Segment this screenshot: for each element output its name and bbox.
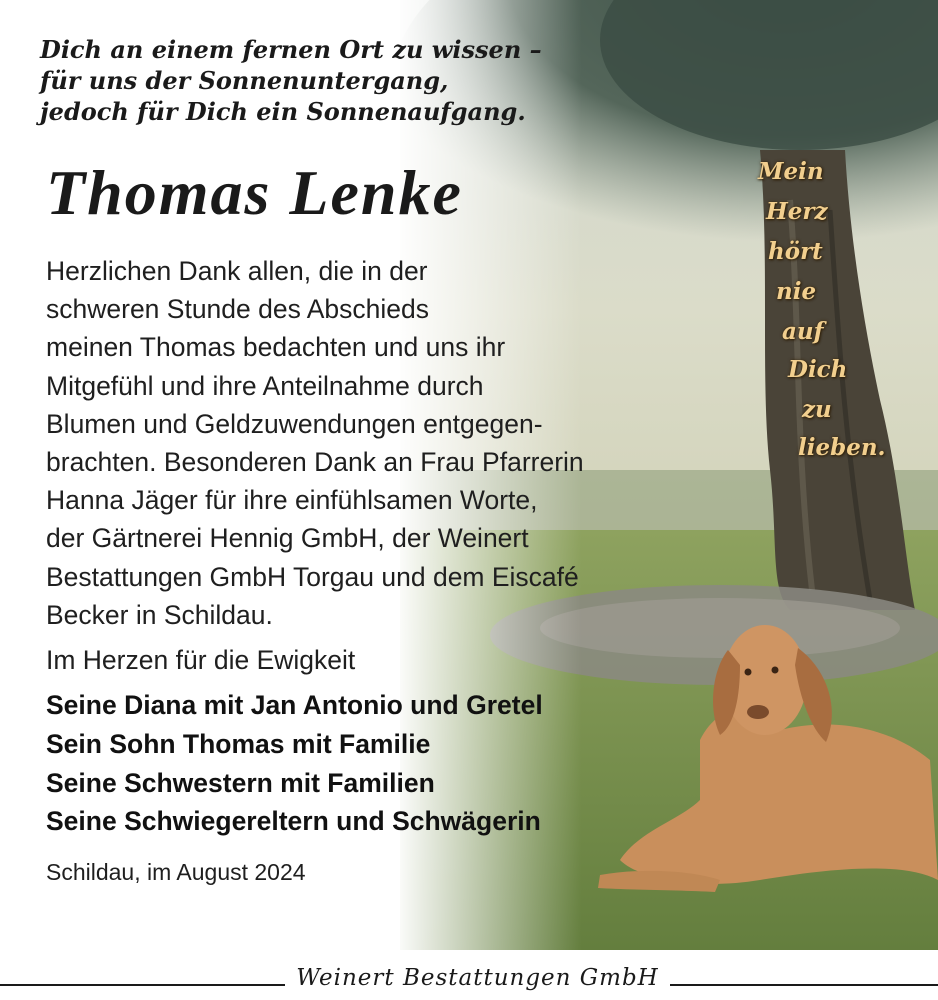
verse-line: für uns der Sonnenuntergang,: [40, 66, 449, 95]
verse-word: Herz: [766, 198, 828, 225]
mourners-list: [46, 686, 543, 841]
thanks-line: Becker in Schildau.: [46, 599, 273, 630]
vertical-verse: [740, 157, 890, 477]
funeral-home-signature: Weinert Bestattungen GmbH: [285, 961, 670, 995]
memorial-verse: [40, 34, 542, 127]
mourner-entry: Seine Schwiegereltern und Schwägerin: [46, 806, 541, 837]
deceased-name: Thomas Lenke: [46, 157, 463, 228]
thanks-line: Blumen und Geldzuwendungen entgegen-: [46, 408, 543, 439]
closing-phrase: Im Herzen für die Ewigkeit: [46, 645, 356, 675]
verse-word: zu: [802, 396, 832, 423]
thanks-line: brachten. Besonderen Dank an Frau Pfarrerin: [46, 447, 584, 478]
verse-word: lieben.: [798, 434, 886, 461]
thanks-line: Mitgefühl und ihre Anteilnahme durch: [46, 370, 484, 401]
verse-line: jedoch für Dich ein Sonnenaufgang.: [40, 97, 526, 126]
verse-word: Dich: [788, 356, 848, 383]
thanks-line: Bestattungen GmbH Torgau und dem Eiscafé: [46, 561, 579, 592]
footer-rule-right: [665, 984, 938, 986]
verse-line: Dich an einem fernen Ort zu wissen –: [40, 35, 542, 64]
verse-word: Mein: [758, 158, 824, 185]
mourner-entry: Seine Diana mit Jan Antonio und Gretel: [46, 690, 543, 720]
thanks-line: schweren Stunde des Abschieds: [46, 294, 430, 325]
verse-word: hört: [768, 238, 823, 265]
thanks-line: der Gärtnerei Hennig GmbH, der Weinert: [46, 523, 529, 554]
thanks-line: Hanna Jäger für ihre einfühlsamen Worte,: [46, 485, 538, 516]
verse-word: nie: [776, 278, 817, 305]
thanks-line: meinen Thomas bedachten und uns ihr: [46, 332, 506, 363]
footer-rule-left: [0, 984, 290, 986]
place-and-date: Schildau, im August 2024: [46, 859, 306, 885]
thanks-line: Herzlichen Dank allen, die in der: [46, 256, 428, 286]
mourner-entry: Seine Schwestern mit Familien: [46, 767, 435, 798]
mourner-entry: Sein Sohn Thomas mit Familie: [46, 728, 431, 759]
thanks-text: [46, 252, 584, 634]
verse-word: auf: [782, 318, 824, 345]
